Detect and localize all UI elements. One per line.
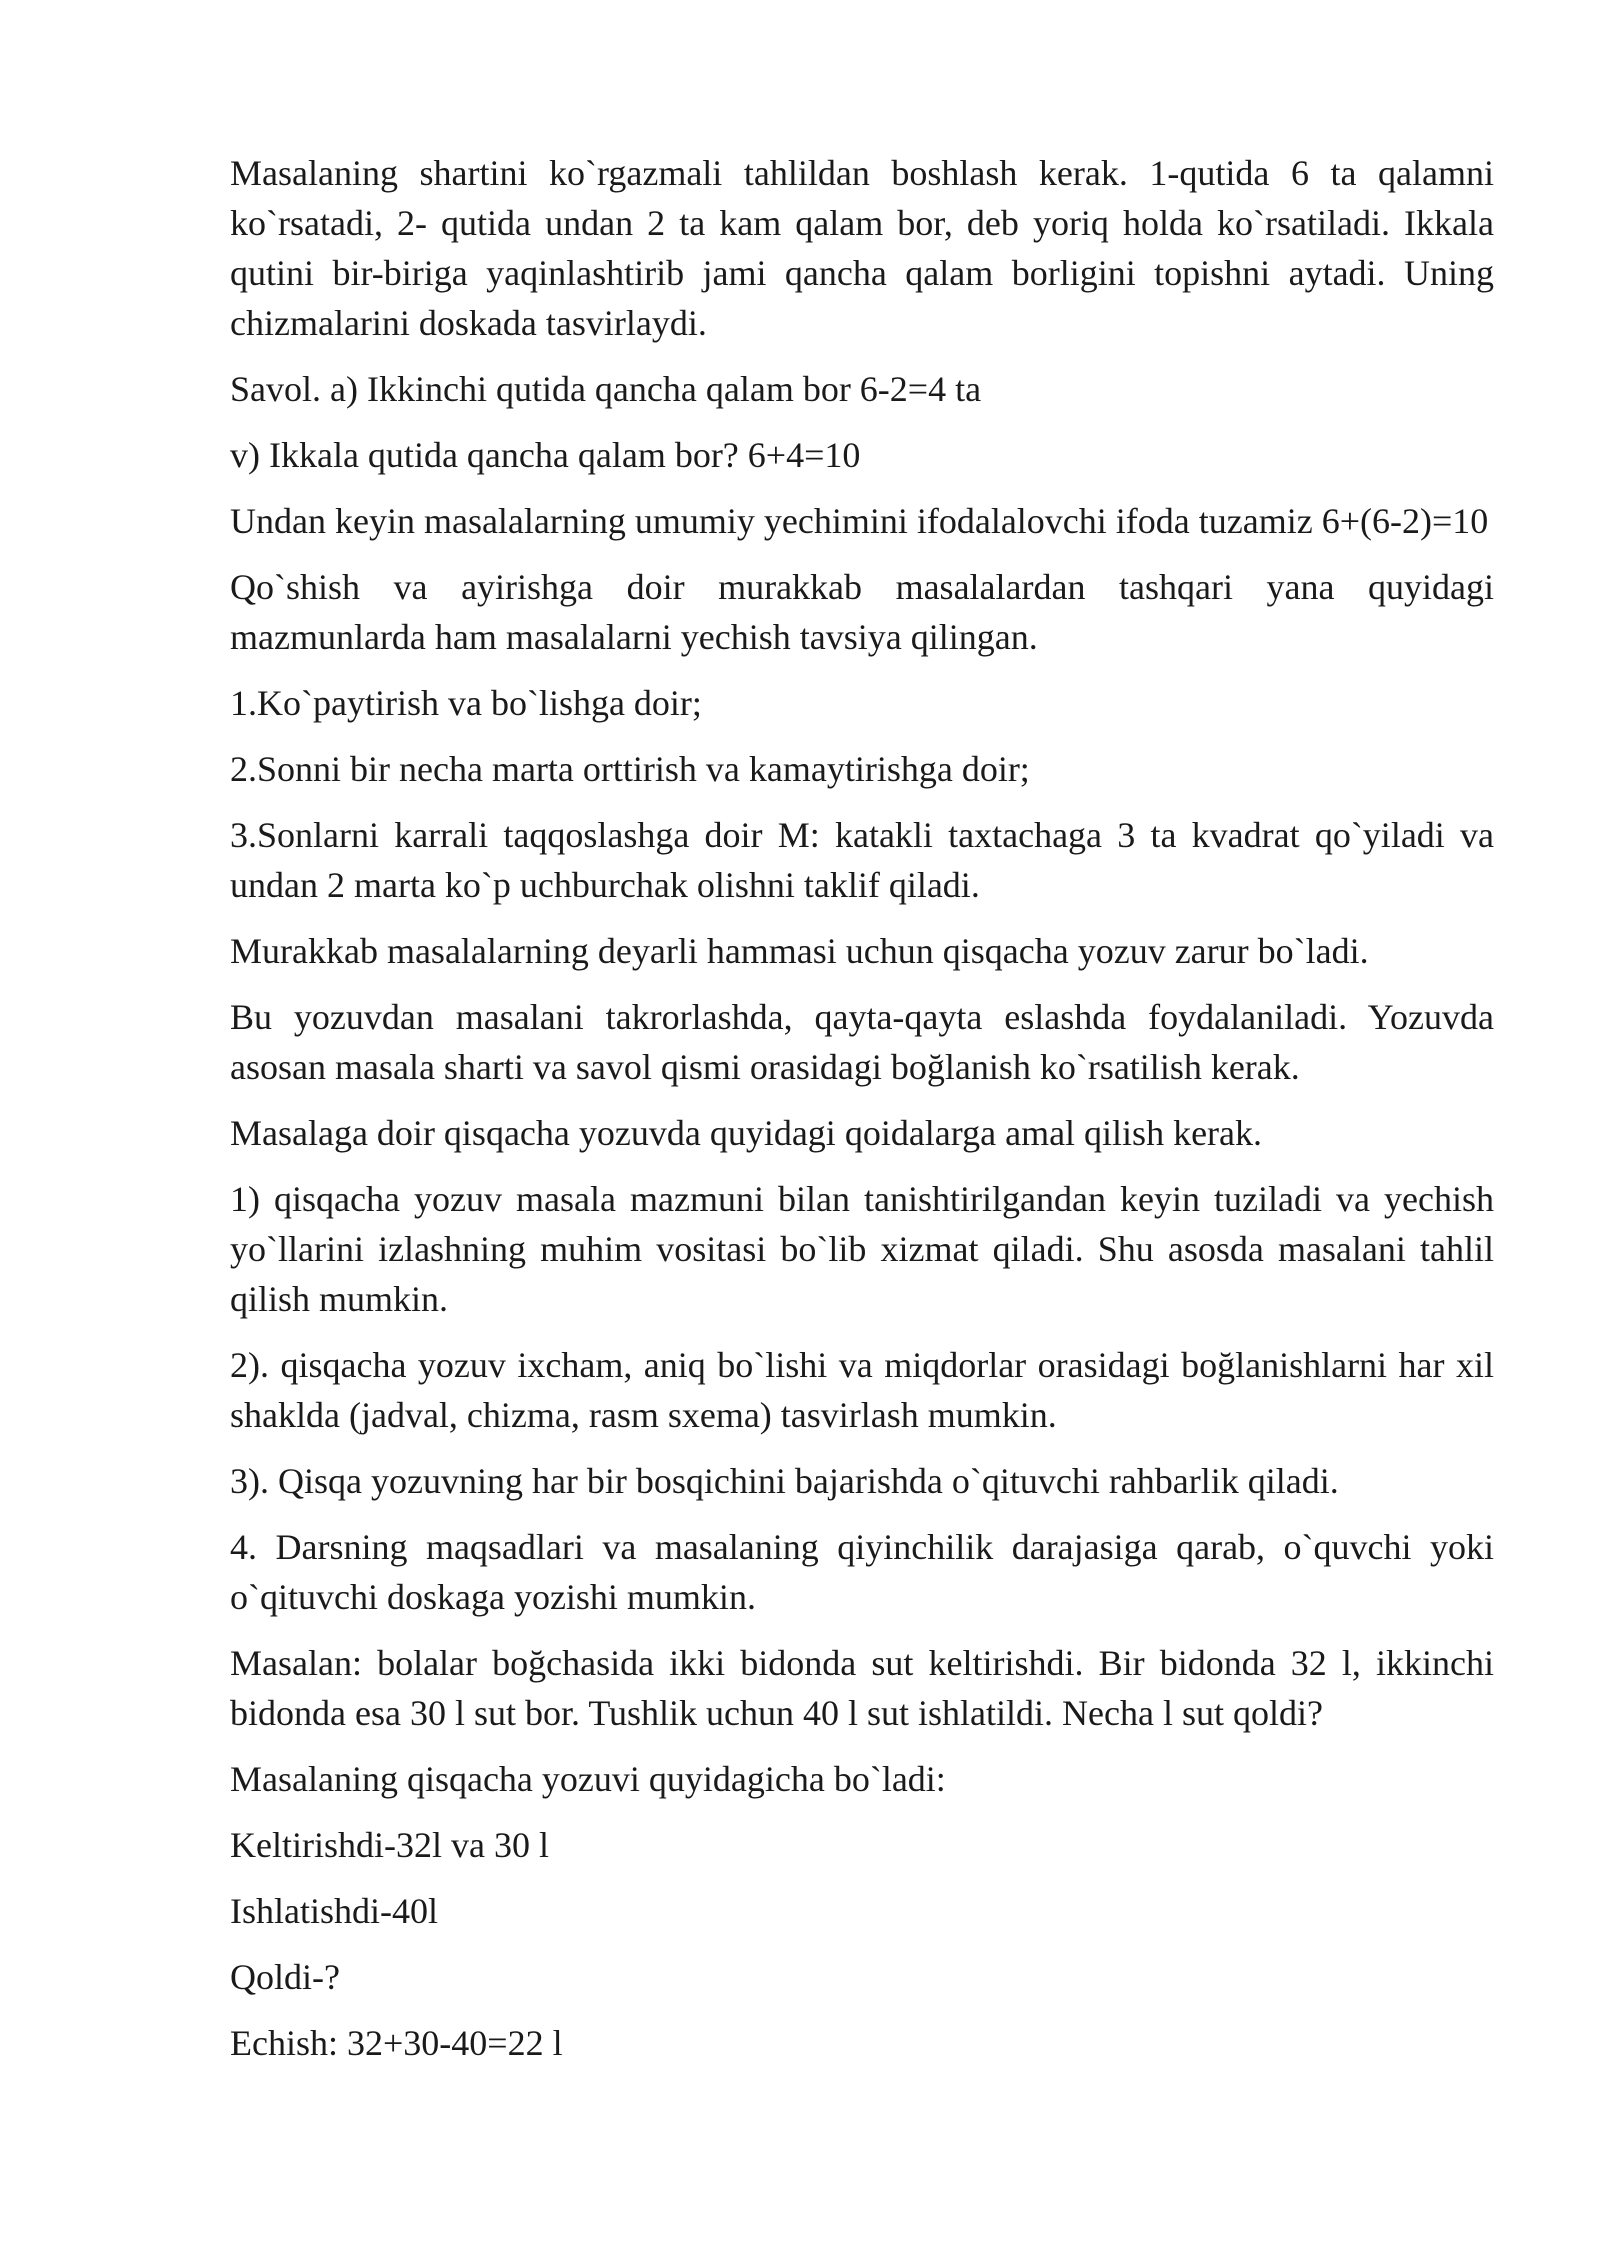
rule-1: 1) qisqacha yozuv masala mazmuni bilan tanishtirilgandan keyin tuziladi va yechish yo`llarini izlashning muhim vositasi bo`lib xizmat qiladi. Shu asosda masalani tahlil qilish mumkin.: [230, 1179, 1494, 1319]
list-item-3: 3.Sonlarni karrali taqqoslashga doir M: katakli taxtachaga 3 ta kvadrat qo`yiladi va undan 2 marta ko`p uchburchak olishni taklif qiladi.: [230, 815, 1494, 905]
paragraph-note-usage: Bu yozuvdan masalani takrorlashda, qayta-qayta eslashda foydalaniladi. Yozuvda asosan masala sharti va savol qismi orasidagi boğlanish ko`rsatilish kerak.: [230, 997, 1494, 1087]
list-item-2: 2.Sonni bir necha marta orttirish va kamaytirishga doir;: [230, 749, 1030, 789]
note-line-remaining: Qoldi-?: [230, 1957, 340, 1997]
note-line-solution: Echish: 32+30-40=22 l: [230, 2023, 563, 2063]
note-line-used: Ishlatishdi-40l: [230, 1891, 438, 1931]
rule-2: 2). qisqacha yozuv ixcham, aniq bo`lishi va miqdorlar orasidagi boğlanishlarni har xil shaklda (jadval, chizma, rasm sxema) tasvirlash mumkin.: [230, 1345, 1494, 1435]
paragraph-rules-intro: Masalaga doir qisqacha yozuvda quyidagi qoidalarga amal qilish kerak.: [230, 1113, 1263, 1153]
paragraph-example-note-intro: Masalaning qisqacha yozuvi quyidagicha bo`ladi:: [230, 1759, 946, 1799]
paragraph-intro: Masalaning shartini ko`rgazmali tahlildan boshlash kerak. 1-qutida 6 ta qalamni ko`rsatadi, 2- qutida undan 2 ta kam qalam bor, deb yoriq holda ko`rsatiladi. Ikkala qutini bir-biriga yaqinlashtirib jami qancha qalam borligini topishni aytadi. Uning chizmalarini doskada tasvirlaydi.: [230, 153, 1494, 343]
paragraph-short-note: Murakkab masalalarning deyarli hammasi uchun qisqacha yozuv zarur bo`ladi.: [230, 931, 1369, 971]
rule-3: 3). Qisqa yozuvning har bir bosqichini bajarishda o`qituvchi rahbarlik qiladi.: [230, 1461, 1339, 1501]
paragraph-recommendation: Qo`shish va ayirishga doir murakkab masalalardan tashqari yana quyidagi mazmunlarda ham masalalarni yechish tavsiya qilingan.: [230, 567, 1494, 657]
paragraph-question-a: Savol. a) Ikkinchi qutida qancha qalam bor 6-2=4 ta: [230, 369, 982, 409]
paragraph-question-v: v) Ikkala qutida qancha qalam bor? 6+4=10: [230, 435, 861, 475]
paragraph-general-solution: Undan keyin masalalarning umumiy yechimini ifodalalovchi ifoda tuzamiz 6+(6-2)=10: [230, 501, 1489, 541]
list-item-1: 1.Ko`paytirish va bo`lishga doir;: [230, 683, 702, 723]
rule-4: 4. Darsning maqsadlari va masalaning qiyinchilik darajasiga qarab, o`quvchi yoki o`qituvchi doskaga yozishi mumkin.: [230, 1527, 1494, 1617]
paragraph-example-problem: Masalan: bolalar boğchasida ikki bidonda sut keltirishdi. Bir bidonda 32 l, ikkinchi bidonda esa 30 l sut bor. Tushlik uchun 40 l sut ishlatildi. Necha l sut qoldi?: [230, 1643, 1494, 1733]
note-line-brought: Keltirishdi-32l va 30 l: [230, 1825, 549, 1865]
document-page: [230, 148, 1494, 2084]
